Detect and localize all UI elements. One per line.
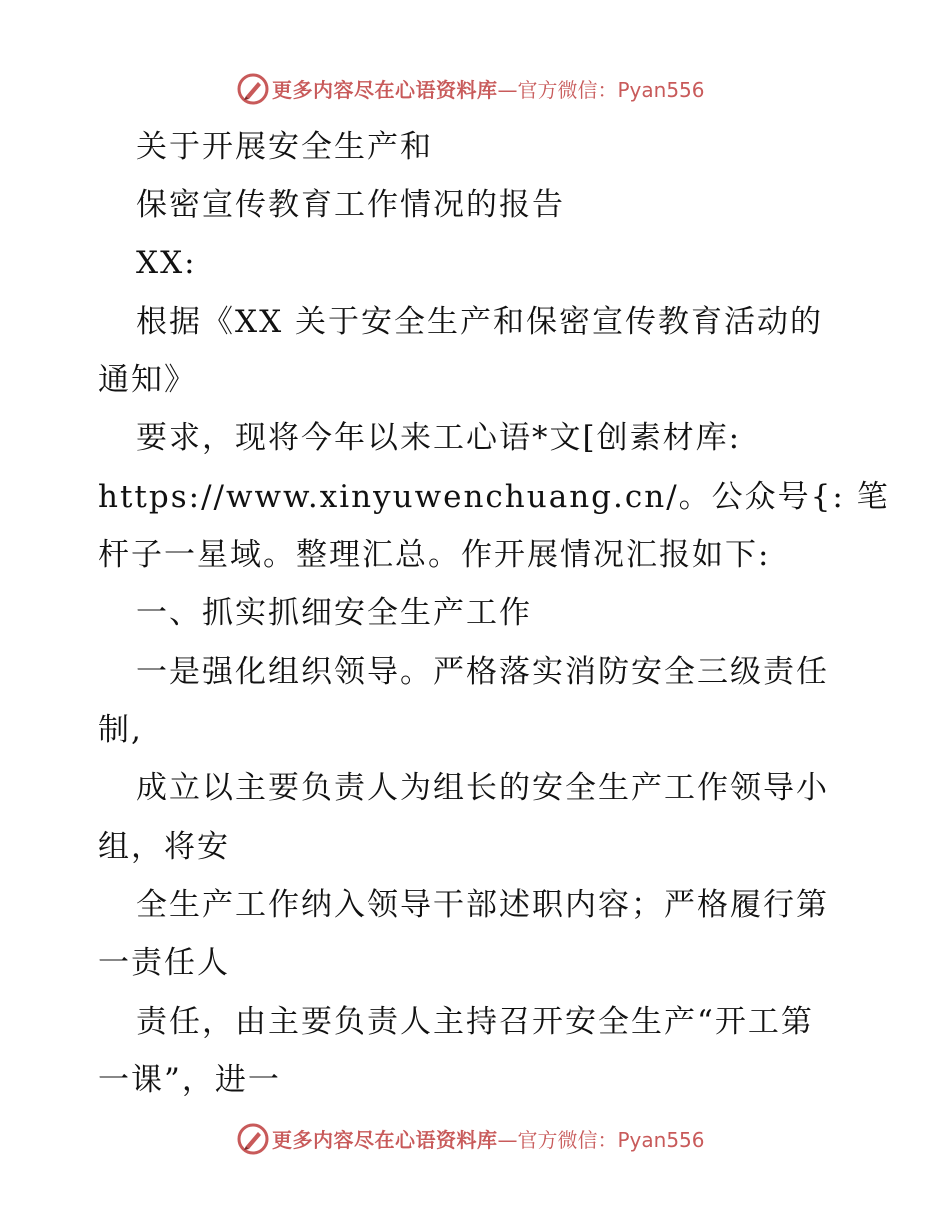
watermark-wechat-label: 官方微信： (517, 1128, 618, 1152)
watermark-text (272, 1128, 705, 1152)
section-heading-1: 一、抓实抓细安全生产工作 (136, 595, 532, 631)
paragraph-4-line-2: 组，将安 (98, 829, 230, 865)
paragraph-2-line-1: 要求，现将今年以来工心语*文[创素材库: (136, 420, 742, 456)
title-line-1: 关于开展安全生产和 (136, 129, 433, 165)
paragraph-5-line-2: 一责任人 (98, 945, 230, 981)
watermark-wechat-id: Pyan556 (617, 1128, 705, 1152)
paragraph-3-line-2: 制, (98, 712, 143, 748)
paragraph-4-line-1: 成立以主要负责人为组长的安全生产工作领导小 (136, 770, 829, 806)
watermark-wechat-label: 官方微信： (517, 78, 618, 102)
paragraph-1-line-1: 根据《XX 关于安全生产和保密宣传教育活动的 (136, 304, 823, 340)
watermark-main: 更多内容尽在心语资料库 (272, 78, 498, 102)
watermark-dash: — (497, 1128, 518, 1152)
footer-watermark-banner (0, 1120, 950, 1160)
salutation: XX: (136, 245, 197, 281)
paragraph-2-line-2: https://www.xinyuwenchuang.cn/。公众号{: 笔 (98, 479, 890, 515)
pen-circle-logo-icon (236, 1122, 270, 1156)
paragraph-2-line-3: 杆子一星域。整理汇总。作开展情况汇报如下: (98, 537, 771, 573)
paragraph-6-line-1: 责任，由主要负责人主持召开安全生产“开工第 (136, 1004, 814, 1040)
pen-circle-logo-icon (236, 72, 270, 106)
header-watermark-banner (0, 70, 950, 110)
title-line-2: 保密宣传教育工作情况的报告 (136, 187, 565, 223)
paragraph-5-line-1: 全生产工作纳入领导干部述职内容；严格履行第 (136, 887, 829, 923)
watermark-main: 更多内容尽在心语资料库 (272, 1128, 498, 1152)
paragraph-6-line-2: 一课”，进一 (98, 1062, 281, 1098)
watermark-wechat-id: Pyan556 (617, 78, 705, 102)
watermark-dash: — (497, 78, 518, 102)
paragraph-3-line-1: 一是强化组织领导。严格落实消防安全三级责任 (136, 654, 829, 690)
watermark-text (272, 78, 705, 102)
paragraph-1-line-2: 通知》 (98, 362, 197, 398)
